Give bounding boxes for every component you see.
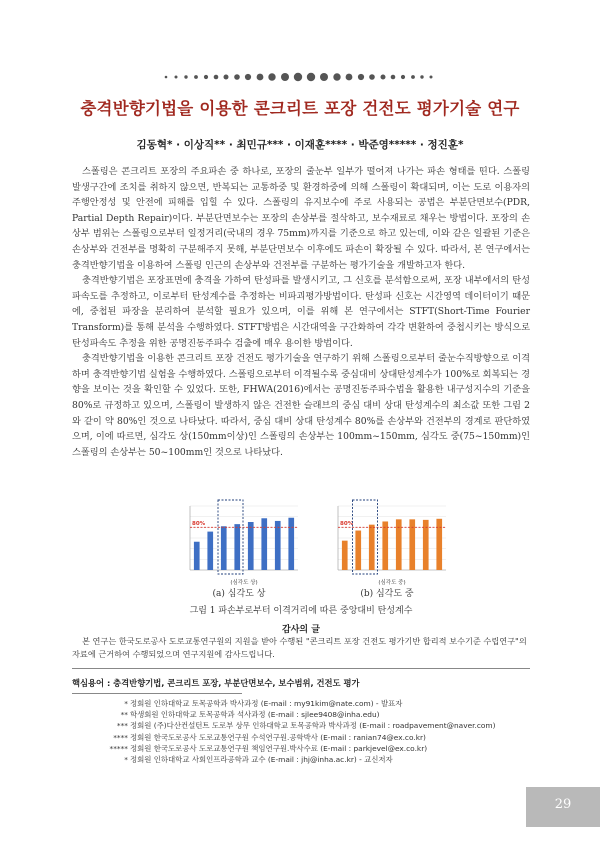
bar (288, 518, 294, 570)
figure-1a-bar-chart (176, 498, 302, 588)
bar (275, 521, 281, 570)
footnote: * 정회원 인하대학교 토목공학과 박사과정 (E-mail : my91kim@nate.com) - 발표자 (124, 699, 403, 708)
threshold-label: 80% (192, 520, 206, 527)
figure-1b-bar-chart (324, 498, 450, 588)
bar (248, 522, 254, 570)
author-list: 김동혁* · 이상직** · 최민규*** · 이재훈**** · 박준영***** · 정진훈* (136, 139, 464, 151)
bar (369, 525, 375, 570)
paragraph-1: 스폴링은 콘크리트 포장의 주요파손 중 하나로, 포장의 줄눈부 일부가 떨어져 나가는 파손 형태를 띤다. 스폴링 발생구간에 조치를 취하지 않으면, 반복되는 교통하중 및 환경하중에 의해 스폴링이 확대되며, 이는 도로 이용자의 주행안정성 및 안전에 피해를 입힐 수 있다. 스폴링의 유지보수에 주로 사용되는 공법은 부분단면보수(PDR, Partial Depth Repair)이다. 부분단면보수는 포장의 손상부를 절삭하고, 보수재료로 채우는 방법이다. 포장의 손상부 범위는 스폴링으로부터 일정거리(국내의 경우 75mm)까지를 기준으로 하고 있는데, 이와 같은 일괄된 기준은 손상부와 건전부를 명확히 구분해주지 못해, 부분단면보수 이후에도 파손이 확장될 수 있다. 따라서, 본 연구에서는 충격반향기법을 이용하여 스폴링 인근의 손상부와 건전부를 구분하는 평가기술을 개발하고자 한다. (72, 166, 530, 271)
body-text (72, 164, 530, 460)
chart-tag: (심각도 상) (230, 580, 258, 586)
bar (194, 542, 200, 570)
bar (409, 519, 415, 570)
footnote: **** 정회원 한국도로공사 도로교통연구원 수석연구원.공학박사 (E-mail : ranian74@ex.co.kr) (113, 732, 426, 742)
bar (382, 521, 388, 570)
acknowledgement-title: 감사의 글 (282, 625, 320, 635)
keyword-divider-top (72, 668, 530, 669)
bar (207, 532, 213, 570)
footnote: * 정회원 인하대학교 사회인프라공학과 교수 (E-mail : jhj@inha.ac.kr) - 교신저자 (124, 755, 393, 765)
paragraph-2: 충격반향기법은 포장표면에 충격을 가하여 탄성파를 발생시키고, 그 신호를 분석함으로써, 포장 내부에서의 탄성파속도를 추정하고, 이로부터 탄성계수를 추정하는 비파괴평가방법이다. 탄성파 신호는 시간영역 데이터이기 때문에, 중첩된 파장을 분리하여 분석할 필요가 있으며, 이를 위해 본 연구에서는 STFT(Short-Time Fourier Transform)를 통해 분석을 수행하였다. STFT방법은 시간대역을 구간화하여 각각 변환하여 중첩시키는 방식으로 탄성파속도 추정을 위한 공명진동주파수 검출에 매우 용이한 방법이다. (72, 275, 530, 349)
footnote: ** 학생회원 인하대학교 토목공학과 석사과정 (E-mail : sjlee9408@inha.edu) (120, 710, 380, 720)
bar (355, 531, 361, 570)
footnote: ***** 정회원 한국도로공사 도로교통연구원 책임연구원.박사수료 (E-mail : parkjevel@ex.co.kr) (109, 743, 428, 753)
footnote: *** 정회원 (주)다산컨설턴트 도로부 상무 인하대학교 토목공학과 박사과정 (E-mail : roadpavement@naver.com) (116, 721, 496, 731)
figure-caption: 그림 1 파손부로부터 이격거리에 따른 중앙대비 탄성계수 (189, 606, 413, 616)
bar (396, 519, 402, 570)
bar (234, 524, 240, 570)
subcaption-b: (b) 심각도 중 (360, 589, 414, 599)
keywords: 핵심용어 : 충격반향기법, 콘크리트 포장, 부분단면보수, 보수범위, 건전도 평가 (72, 678, 360, 688)
chart-tag: (심각도 중) (378, 580, 406, 586)
bar (221, 526, 227, 570)
subcaption-a: (a) 심각도 상 (212, 589, 266, 599)
threshold-label: 80% (340, 520, 354, 527)
page-number: 29 (554, 797, 572, 812)
author-footnotes (72, 698, 542, 765)
paper-title: 충격반향기법을 이용한 콘크리트 포장 건전도 평가기술 연구 (80, 99, 520, 118)
acknowledgement-text: 본 연구는 한국도로공사 도로교통연구원의 지원을 받아 수행된 "콘크리트 포장 건전도 평가기반 합리적 보수기준 수립연구"의 자료에 근거하여 수행되었으며 연구지원에 감사드립니다. (72, 636, 527, 659)
keyword-divider-bottom (72, 693, 242, 694)
bar (261, 518, 267, 570)
bar (436, 519, 442, 570)
bar (342, 541, 348, 570)
paragraph-3: 충격반향기법을 이용한 콘크리트 포장 건전도 평가기술을 연구하기 위해 스폴링으로부터 줄눈수직방향으로 이격하며 충격반향기법 실험을 수행하였다. 스폴링으로부터 이격될수록 중심대비 상대탄성계수가 100%로 회복되는 경향을 보이는 것을 확인할 수 있었다. 또한, FHWA(2016)에서는 공명진동주파수법을 활용한 내구성지수의 기준을 80%로 규정하고 있으며, 스폴링이 발생하지 않은 건전한 슬래브의 중심 대비 상대 탄성계수의 최소값 또한 그림 2와 같이 약 80%인 것으로 나타났다. 따라서, 중심 대비 상대 탄성계수 80%를 손상부와 건전부의 경계로 판단하였으며, 이에 따르면, 심각도 상(150mm이상)인 스폴링의 손상부는 100mm~150mm, 심각도 중(75~150mm)인 스폴링의 손상부는 50~100mm인 것으로 나타났다. (72, 353, 530, 458)
decorative-dot-divider (160, 70, 440, 84)
